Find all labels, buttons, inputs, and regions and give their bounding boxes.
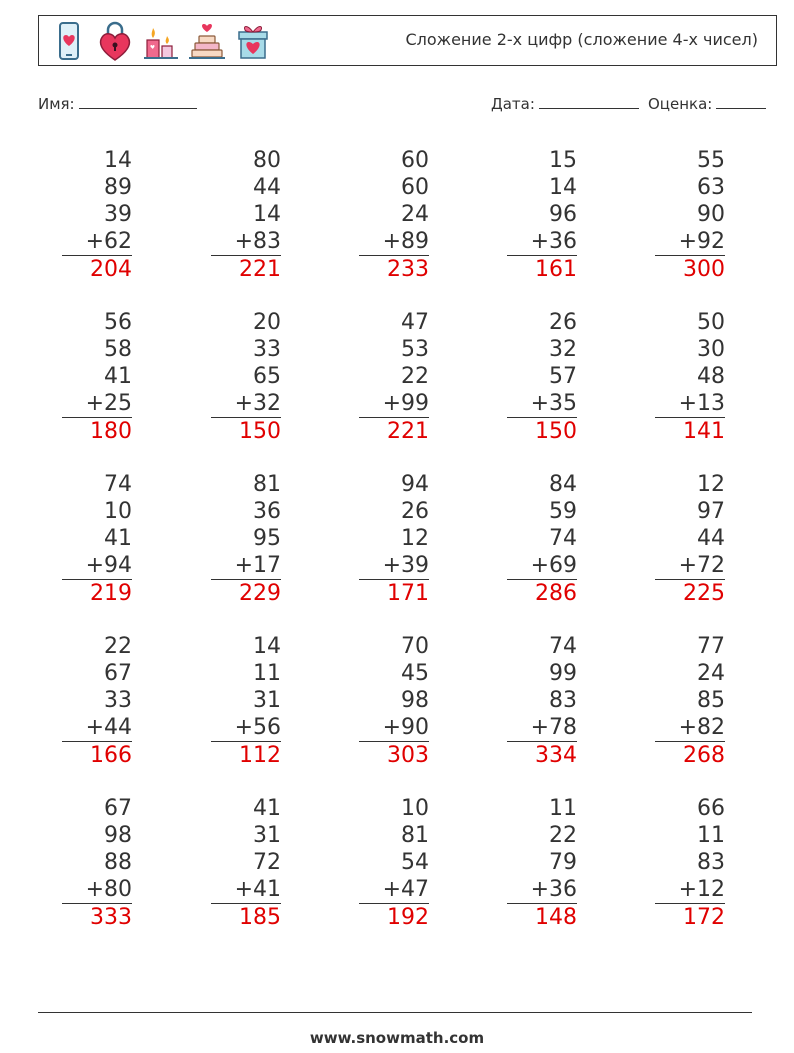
candles-icon xyxy=(141,20,181,62)
addend: 97 xyxy=(697,499,725,524)
addend: 54 xyxy=(401,850,429,875)
answer: 166 xyxy=(62,741,132,769)
addend-with-plus: +83 xyxy=(234,229,281,254)
addend: 48 xyxy=(697,364,725,389)
addend: 47 xyxy=(401,310,429,335)
addend-with-plus: +92 xyxy=(678,229,725,254)
grade-label: Оценка: xyxy=(648,95,713,113)
answer: 233 xyxy=(359,255,429,283)
addend: 95 xyxy=(253,526,281,551)
addend: 99 xyxy=(549,661,577,686)
name-label: Имя: xyxy=(38,95,75,113)
addend: 32 xyxy=(549,337,577,362)
addend: 83 xyxy=(549,688,577,713)
addend: 39 xyxy=(104,202,132,227)
addend: 74 xyxy=(549,634,577,659)
gift-icon xyxy=(233,20,273,62)
phone-heart-icon xyxy=(49,20,89,62)
answer: 286 xyxy=(507,579,577,607)
addend: 31 xyxy=(253,823,281,848)
answer: 333 xyxy=(62,903,132,931)
addend: 74 xyxy=(549,526,577,551)
problem-4-2 xyxy=(211,633,281,769)
addend: 10 xyxy=(104,499,132,524)
addend: 24 xyxy=(401,202,429,227)
problem-3-5 xyxy=(655,471,725,607)
addend: 33 xyxy=(104,688,132,713)
heart-lock-icon xyxy=(95,20,135,62)
addend: 53 xyxy=(401,337,429,362)
addend: 22 xyxy=(104,634,132,659)
problem-5-4 xyxy=(507,795,577,931)
addend-with-plus: +99 xyxy=(382,391,429,416)
addend-with-plus: +41 xyxy=(234,877,281,902)
addend-with-plus: +72 xyxy=(678,553,725,578)
name-blank[interactable] xyxy=(79,93,197,109)
addend-with-plus: +80 xyxy=(85,877,132,902)
answer: 150 xyxy=(507,417,577,445)
addend: 60 xyxy=(401,175,429,200)
answer: 225 xyxy=(655,579,725,607)
addend: 41 xyxy=(104,526,132,551)
answer: 172 xyxy=(655,903,725,931)
answer: 221 xyxy=(211,255,281,283)
addend-with-plus: +62 xyxy=(85,229,132,254)
addend: 36 xyxy=(253,499,281,524)
problem-5-2 xyxy=(211,795,281,931)
addend-with-plus: +90 xyxy=(382,715,429,740)
addend: 44 xyxy=(253,175,281,200)
addend: 79 xyxy=(549,850,577,875)
addend: 59 xyxy=(549,499,577,524)
addend: 84 xyxy=(549,472,577,497)
addend: 58 xyxy=(104,337,132,362)
addend: 94 xyxy=(401,472,429,497)
addend: 14 xyxy=(253,634,281,659)
problem-3-4 xyxy=(507,471,577,607)
addend-with-plus: +12 xyxy=(678,877,725,902)
addend: 14 xyxy=(549,175,577,200)
problem-1-1 xyxy=(62,147,132,283)
date-blank[interactable] xyxy=(539,93,639,109)
addend: 11 xyxy=(253,661,281,686)
addend: 63 xyxy=(697,175,725,200)
answer: 161 xyxy=(507,255,577,283)
worksheet-header xyxy=(38,15,777,66)
addend: 12 xyxy=(401,526,429,551)
addend: 72 xyxy=(253,850,281,875)
answer: 112 xyxy=(211,741,281,769)
cake-icon xyxy=(187,20,227,62)
addend: 74 xyxy=(104,472,132,497)
addend-with-plus: +44 xyxy=(85,715,132,740)
footer-divider xyxy=(38,1012,752,1013)
addend: 26 xyxy=(549,310,577,335)
answer: 150 xyxy=(211,417,281,445)
addend-with-plus: +17 xyxy=(234,553,281,578)
addend: 60 xyxy=(401,148,429,173)
addend: 14 xyxy=(104,148,132,173)
date-label: Дата: xyxy=(491,95,535,113)
addend: 67 xyxy=(104,661,132,686)
problem-2-5 xyxy=(655,309,725,445)
addend-with-plus: +25 xyxy=(85,391,132,416)
addend: 77 xyxy=(697,634,725,659)
addend: 41 xyxy=(104,364,132,389)
addend: 24 xyxy=(697,661,725,686)
grade-field xyxy=(648,93,766,113)
addend-with-plus: +56 xyxy=(234,715,281,740)
addend: 85 xyxy=(697,688,725,713)
addend: 11 xyxy=(549,796,577,821)
answer: 303 xyxy=(359,741,429,769)
name-field xyxy=(38,93,197,113)
grade-blank[interactable] xyxy=(716,93,766,109)
problem-5-1 xyxy=(62,795,132,931)
problem-2-3 xyxy=(359,309,429,445)
answer: 204 xyxy=(62,255,132,283)
addend: 14 xyxy=(253,202,281,227)
addend: 57 xyxy=(549,364,577,389)
problem-3-1 xyxy=(62,471,132,607)
addend: 67 xyxy=(104,796,132,821)
problem-1-5 xyxy=(655,147,725,283)
date-field xyxy=(491,93,639,113)
answer: 180 xyxy=(62,417,132,445)
addend-with-plus: +94 xyxy=(85,553,132,578)
problem-1-4 xyxy=(507,147,577,283)
addend: 30 xyxy=(697,337,725,362)
addend: 31 xyxy=(253,688,281,713)
addend: 55 xyxy=(697,148,725,173)
answer: 221 xyxy=(359,417,429,445)
problem-4-5 xyxy=(655,633,725,769)
answer: 148 xyxy=(507,903,577,931)
addend: 98 xyxy=(104,823,132,848)
worksheet-title: Сложение 2-х цифр (сложение 4-х чисел) xyxy=(405,30,758,49)
problem-2-1 xyxy=(62,309,132,445)
problem-4-4 xyxy=(507,633,577,769)
addend-with-plus: +32 xyxy=(234,391,281,416)
addend: 22 xyxy=(401,364,429,389)
addend-with-plus: +47 xyxy=(382,877,429,902)
addend-with-plus: +78 xyxy=(530,715,577,740)
problem-4-1 xyxy=(62,633,132,769)
answer: 141 xyxy=(655,417,725,445)
addend: 45 xyxy=(401,661,429,686)
addend: 50 xyxy=(697,310,725,335)
addend: 11 xyxy=(697,823,725,848)
problem-4-3 xyxy=(359,633,429,769)
problem-3-2 xyxy=(211,471,281,607)
answer: 185 xyxy=(211,903,281,931)
addend: 83 xyxy=(697,850,725,875)
addend-with-plus: +69 xyxy=(530,553,577,578)
addend: 44 xyxy=(697,526,725,551)
answer: 192 xyxy=(359,903,429,931)
addend: 20 xyxy=(253,310,281,335)
answer: 229 xyxy=(211,579,281,607)
addend: 81 xyxy=(253,472,281,497)
addend-with-plus: +39 xyxy=(382,553,429,578)
addend: 98 xyxy=(401,688,429,713)
addend: 81 xyxy=(401,823,429,848)
addend-with-plus: +36 xyxy=(530,229,577,254)
problem-1-3 xyxy=(359,147,429,283)
answer: 171 xyxy=(359,579,429,607)
addend: 65 xyxy=(253,364,281,389)
addend: 12 xyxy=(697,472,725,497)
addend: 90 xyxy=(697,202,725,227)
addend: 15 xyxy=(549,148,577,173)
addend-with-plus: +35 xyxy=(530,391,577,416)
answer: 334 xyxy=(507,741,577,769)
answer: 300 xyxy=(655,255,725,283)
problem-5-5 xyxy=(655,795,725,931)
problem-3-3 xyxy=(359,471,429,607)
addend: 26 xyxy=(401,499,429,524)
problem-5-3 xyxy=(359,795,429,931)
addend: 22 xyxy=(549,823,577,848)
addend: 70 xyxy=(401,634,429,659)
problem-1-2 xyxy=(211,147,281,283)
problem-2-4 xyxy=(507,309,577,445)
addend-with-plus: +82 xyxy=(678,715,725,740)
addend-with-plus: +36 xyxy=(530,877,577,902)
addend: 10 xyxy=(401,796,429,821)
addend: 33 xyxy=(253,337,281,362)
problem-2-2 xyxy=(211,309,281,445)
addend: 80 xyxy=(253,148,281,173)
answer: 219 xyxy=(62,579,132,607)
addend-with-plus: +13 xyxy=(678,391,725,416)
addend: 96 xyxy=(549,202,577,227)
addend: 66 xyxy=(697,796,725,821)
answer: 268 xyxy=(655,741,725,769)
header-icons xyxy=(49,20,273,62)
addend-with-plus: +89 xyxy=(382,229,429,254)
addend: 41 xyxy=(253,796,281,821)
addend: 89 xyxy=(104,175,132,200)
addend: 56 xyxy=(104,310,132,335)
addend: 88 xyxy=(104,850,132,875)
footer-site: www.snowmath.com xyxy=(309,1029,485,1047)
